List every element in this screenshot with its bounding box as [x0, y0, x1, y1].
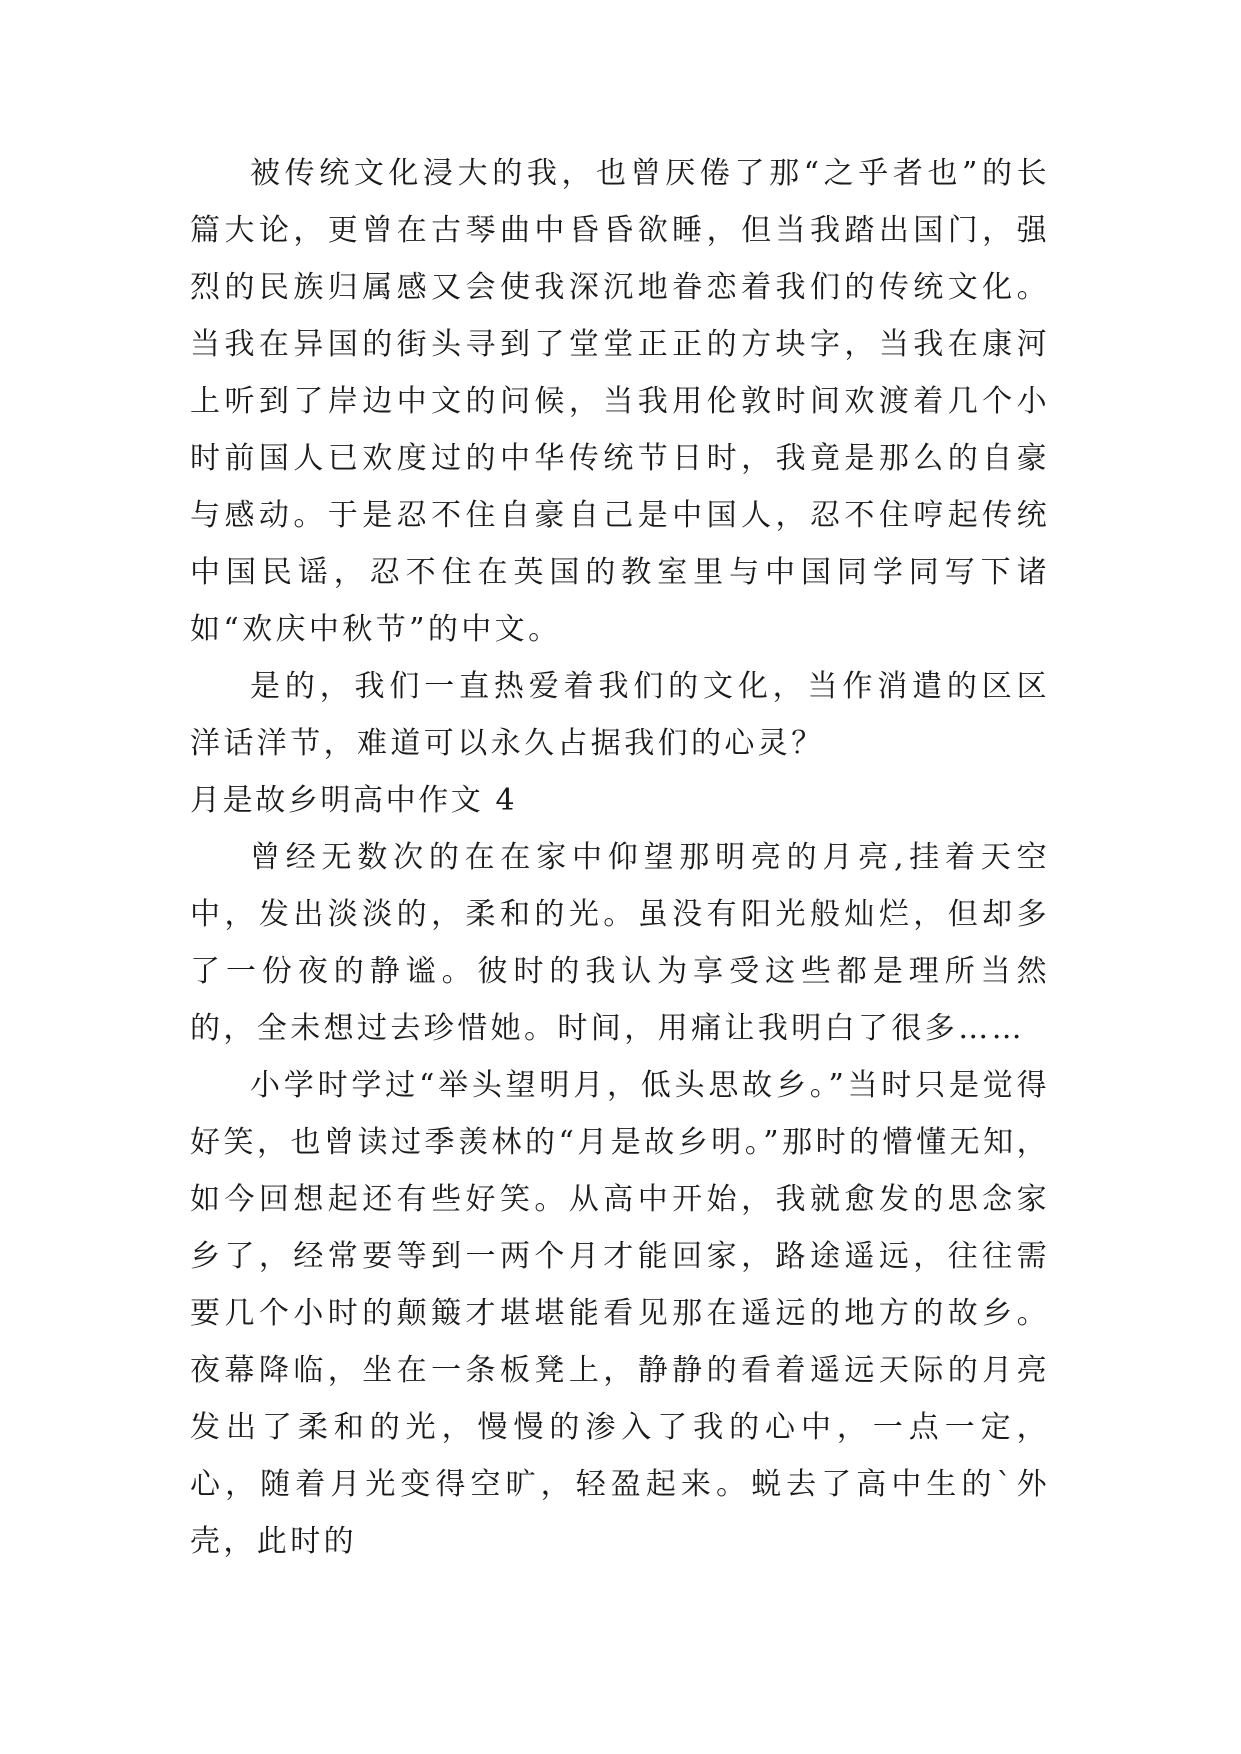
paragraph: 曾经无数次的在在家中仰望那明亮的月亮,挂着天空中，发出淡淡的，柔和的光。虽没有阳光般灿烂，但却多了一份夜的静谧。彼时的我认为享受这些都是理所当然的，全未想过去珍惜她。时间，用痛让我明白了很多…… — [190, 840, 1050, 1046]
paragraph: 是的，我们一直热爱着我们的文化，当作消遣的区区洋话洋节，难道可以永久占据我们的心灵？ — [190, 669, 1050, 761]
document-page — [190, 145, 1050, 1570]
paragraph: 被传统文化浸大的我，也曾厌倦了那“之乎者也”的长篇大论，更曾在古琴曲中昏昏欲睡，但当我踏出国门，强烈的民族归属感又会使我深沉地眷恋着我们的传统文化。当我在异国的街头寻到了堂堂正正的方块字，当我在康河上听到了岸边中文的问候，当我用伦敦时间欢渡着几个小时前国人已欢度过的中华传统节日时，我竟是那么的自豪与感动。于是忍不住自豪自己是中国人，忍不住哼起传统中国民谣，忍不住在英国的教室里与中国同学同写下诸如“欢庆中秋节”的中文。 — [190, 156, 1050, 647]
essay-heading: 月是故乡明高中作文 4 — [190, 783, 518, 818]
paragraph: 小学时学过“举头望明月，低头思故乡。”当时只是觉得好笑，也曾读过季羡林的“月是故乡明。”那时的懵懂无知，如今回想起还有些好笑。从高中开始，我就愈发的思念家乡了，经常要等到一两个月才能回家，路途遥远，往往需要几个小时的颠簸才堪堪能看见那在遥远的地方的故乡。夜幕降临，坐在一条板凳上，静静的看着遥远天际的月亮发出了柔和的光，慢慢的渗入了我的心中，一点一定，心，随着月光变得空旷，轻盈起来。蜕去了高中生的`外壳，此时的 — [190, 1068, 1050, 1559]
